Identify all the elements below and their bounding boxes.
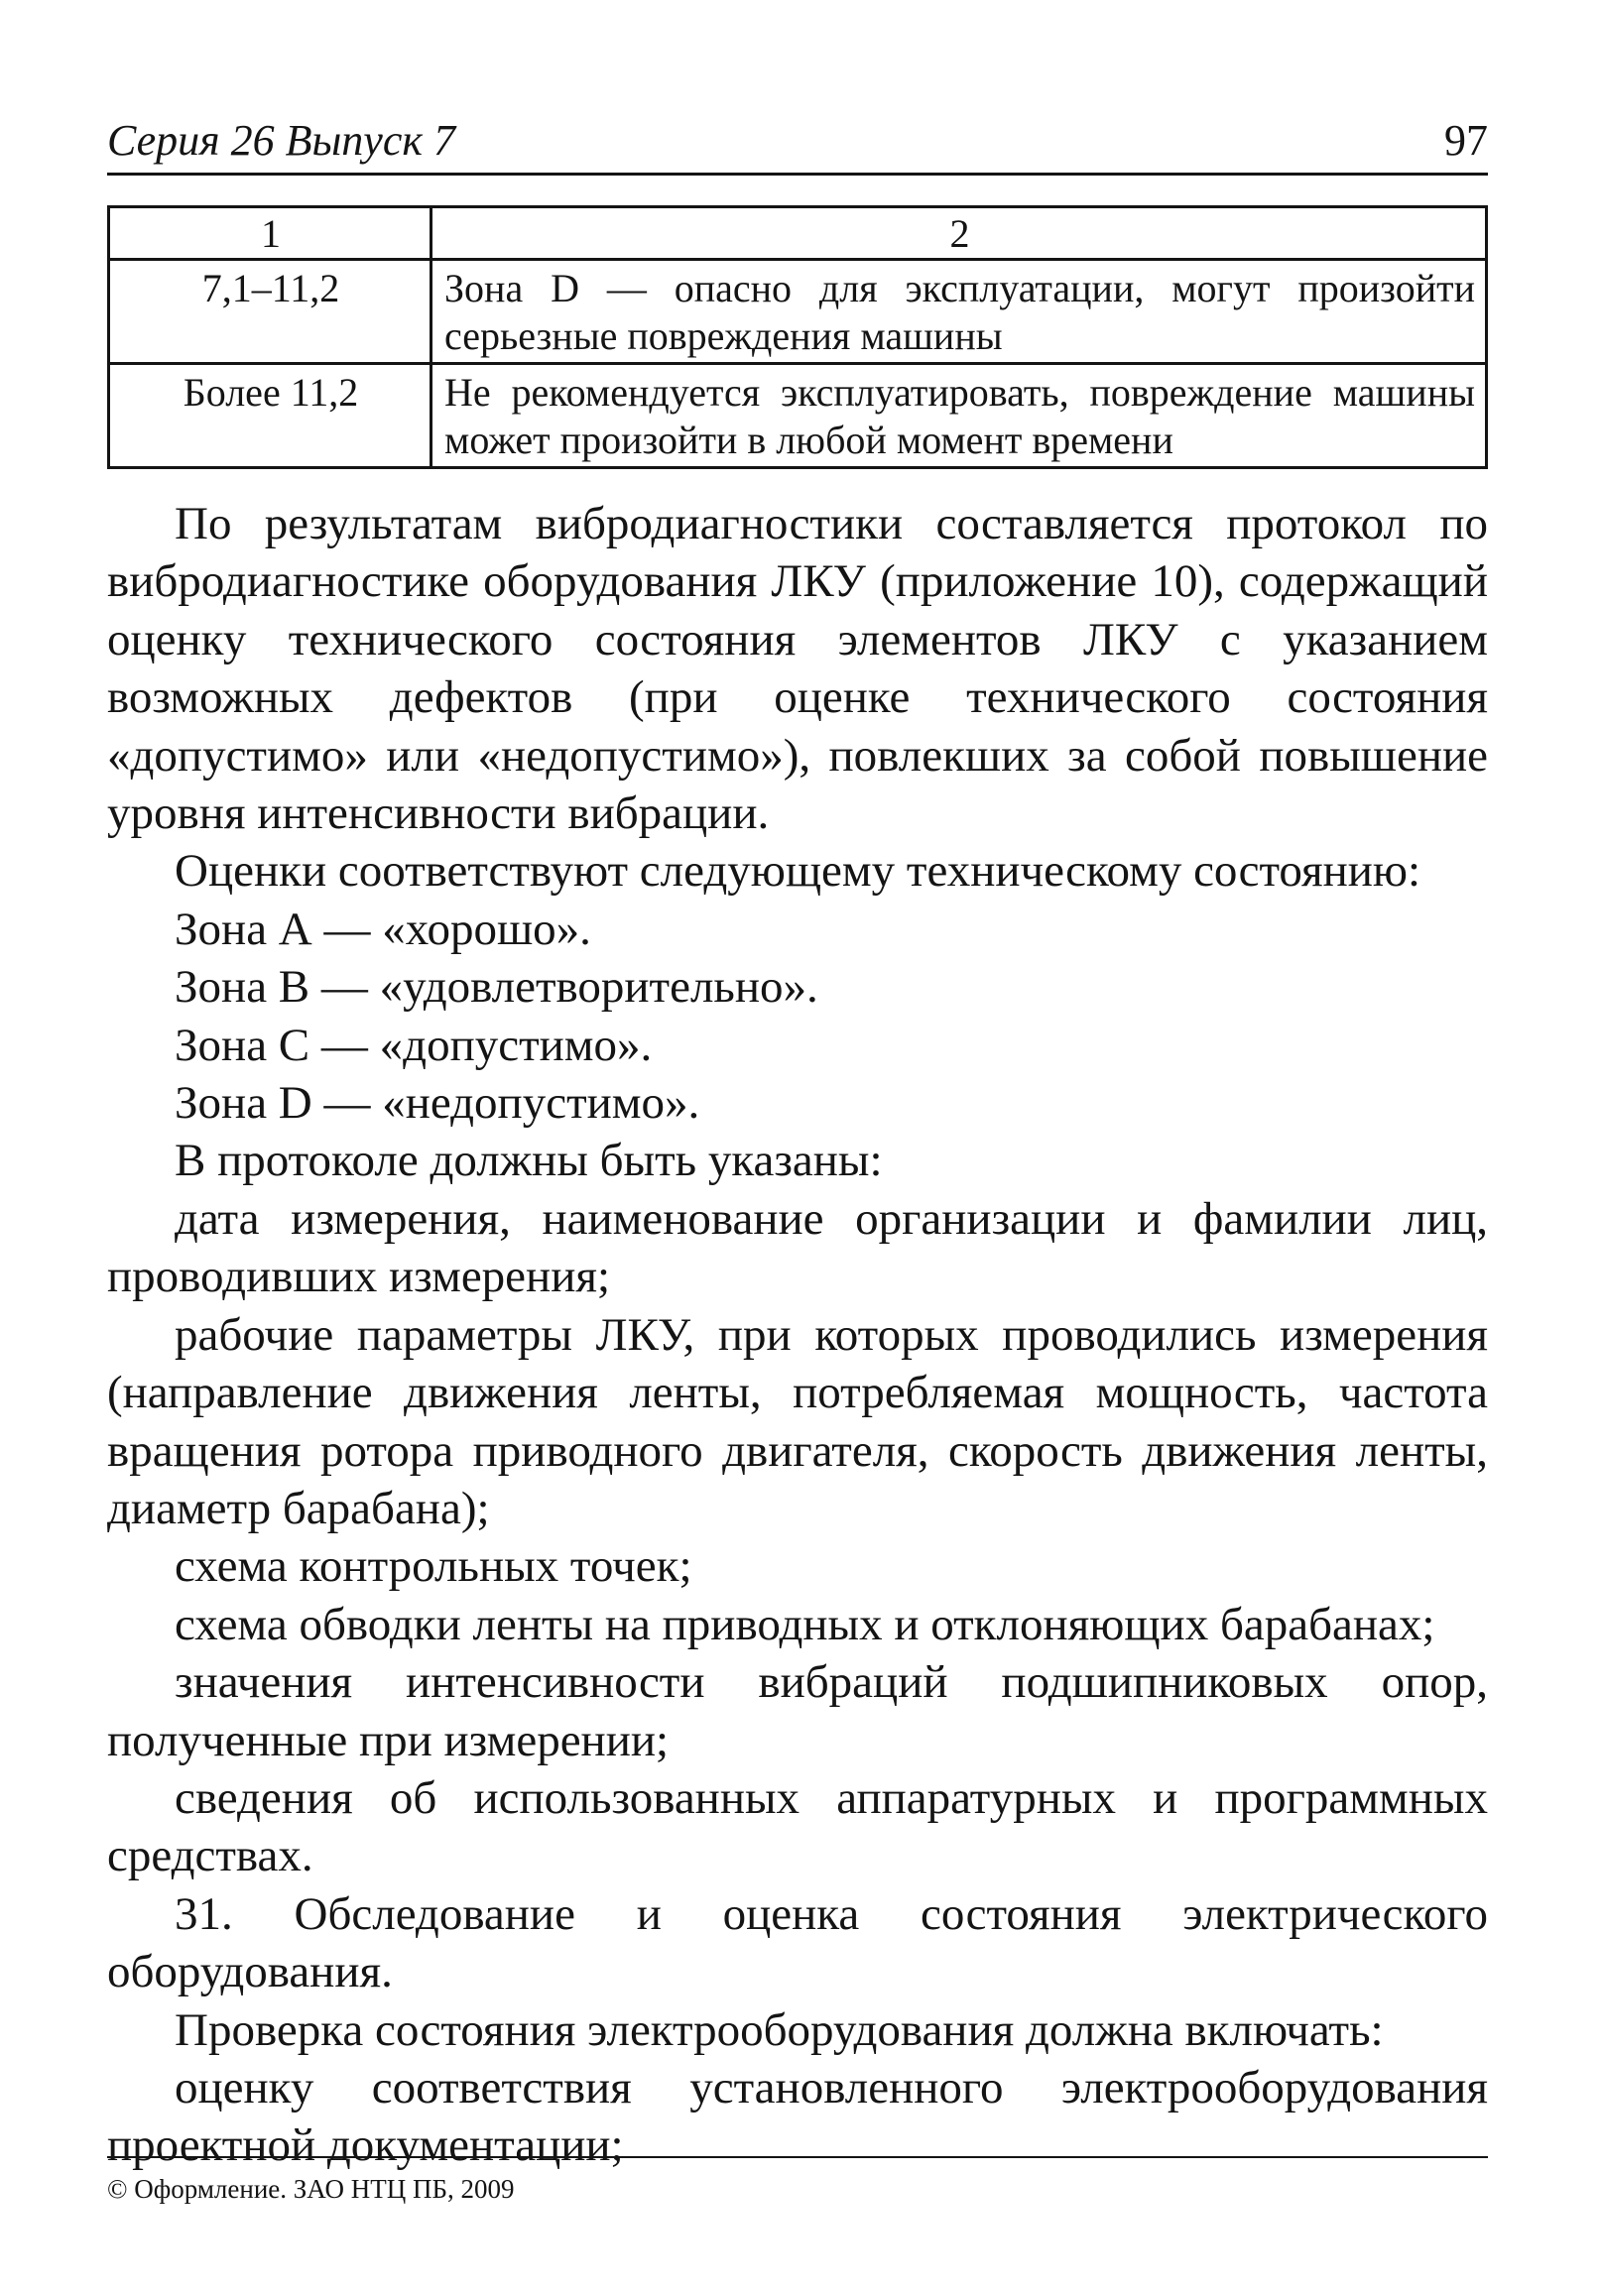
table-row <box>109 260 1487 364</box>
list-item: оценку соответствия установленного электрооборудования проектной документации; <box>107 2061 1488 2172</box>
list-item: Зона D — «недопустимо». <box>175 1077 700 1130</box>
list-item: схема контрольных точек; <box>175 1540 692 1593</box>
list-item: схема обводки ленты на приводных и отклоняющих барабанах; <box>175 1598 1435 1650</box>
document-page <box>107 111 1488 2175</box>
table-cell-range: 7,1–11,2 <box>109 260 431 364</box>
table-row <box>109 364 1487 468</box>
paragraph: Оценки соответствуют следующему техническому состоянию: <box>175 845 1421 898</box>
copyright-footer: © Оформление. ЗАО НТЦ ПБ, 2009 <box>107 2156 1488 2206</box>
table-cell-range: Более 11,2 <box>109 364 431 468</box>
page-number: 97 <box>1444 116 1488 165</box>
table-cell-description: Зона D — опасно для эксплуатации, могут произойти серьезные повреждения машины <box>431 260 1487 364</box>
list-item: рабочие параметры ЛКУ, при которых проводились измерения (направление движения ленты, потребляемая мощность, частота вращения ротора приводного двигателя, скорость движения ленты, диаметр барабана); <box>107 1308 1488 1534</box>
list-item: Зона А — «хорошо». <box>175 903 591 955</box>
section-heading: 31. Обследование и оценка состояния электрического оборудования. <box>107 1887 1488 1998</box>
series-title: Серия 26 Выпуск 7 <box>107 116 455 165</box>
running-header <box>107 111 1488 176</box>
list-item: Зона В — «удовлетворительно». <box>175 961 818 1014</box>
paragraph: По результатам вибродиагностики составляется протокол по вибродиагностике оборудования ЛКУ (приложение 10), содержащий оценку технического состояния элементов ЛКУ с указанием возможных дефектов (при оценке технического состояния «допустимо» или «недопустимо»), повлекших за собой повышение уровня интенсивности вибрации. <box>107 498 1488 840</box>
vibration-zones-table <box>107 205 1488 469</box>
list-item: сведения об использованных аппаратурных и программных средствах. <box>107 1771 1488 1882</box>
list-item: дата измерения, наименование организации и фамилии лиц, проводивших измерения; <box>107 1192 1488 1303</box>
column-header: 1 <box>109 207 431 260</box>
list-item: Зона С — «допустимо». <box>175 1019 653 1071</box>
table-cell-description: Не рекомендуется эксплуатировать, повреждение машины может произойти в любой момент времени <box>431 364 1487 468</box>
list-item: значения интенсивности вибраций подшипниковых опор, полученные при измерении; <box>107 1656 1488 1766</box>
column-header: 2 <box>431 207 1487 260</box>
paragraph: Проверка состояния электрооборудования должна включать: <box>175 2003 1384 2056</box>
paragraph: В протоколе должны быть указаны: <box>175 1135 883 1187</box>
table-header-row <box>109 207 1487 260</box>
body-text <box>107 495 1488 2175</box>
